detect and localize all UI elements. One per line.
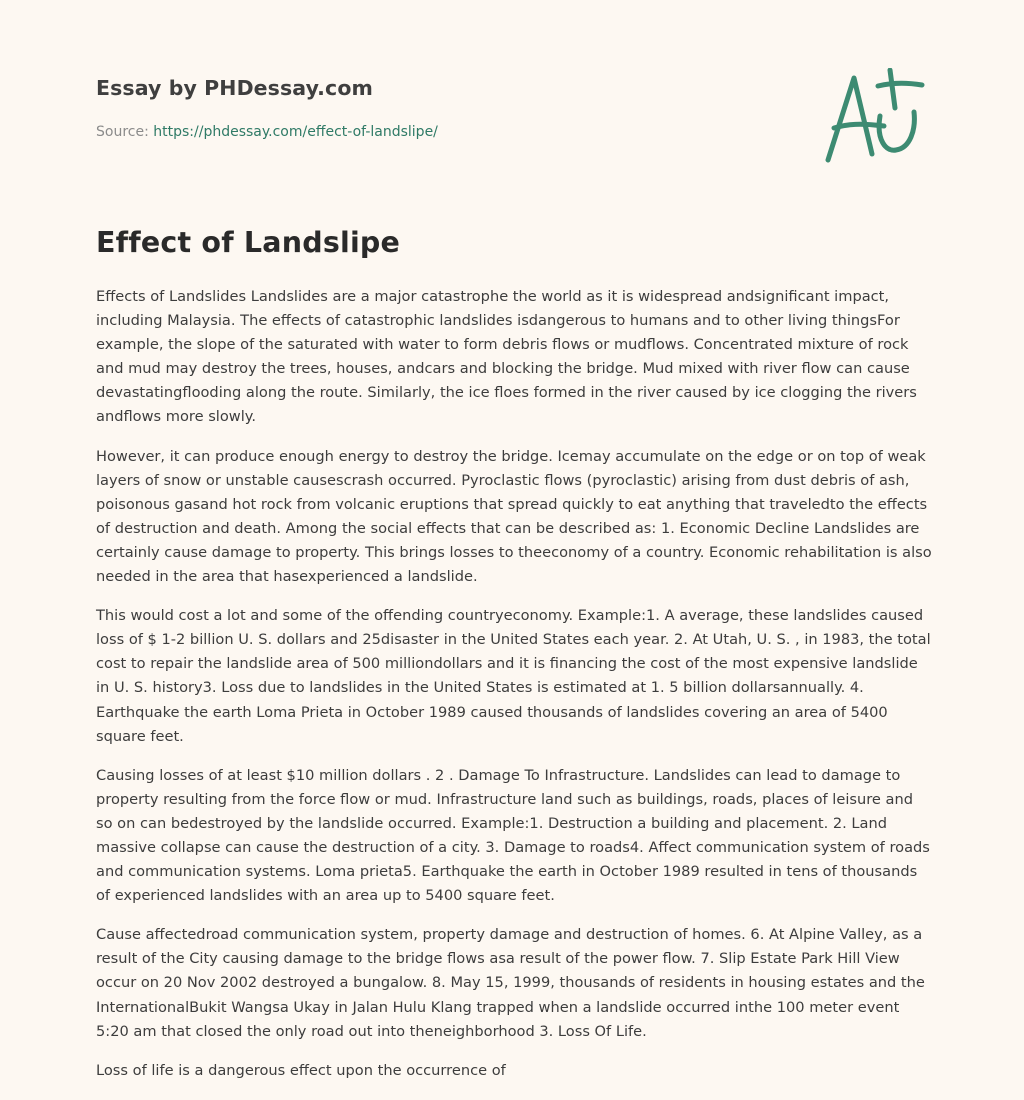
essay-paragraph: Causing losses of at least $10 million dollars . 2 . Damage To Infrastructure. Landslides can lead to damage to property resulting from the force flow or mud. Infrastructure land such as buildings, roads, places of leisure and so on can bedestroyed by the landslide occurred. Example:1. Destruction a building and placement. 2. Land massive collapse can cause the destruction of a city. 3. Damage to roads4. Affect communication system of roads and communication systems. Loma prieta5. Earthquake the earth in October 1989 resulted in tens of thousands of experienced landslides with an area up to 5400 square feet. [96, 766, 930, 905]
essay-paragraph: However, it can produce enough energy to destroy the bridge. Icemay accumulate on the edge or on top of weak layers of snow or unstable causescrash occurred. Pyroclastic flows (pyroclastic) arising from dust debris of ash, poisonous gasand hot rock from volcanic eruptions that spread quickly to eat anything that traveledto the effects of destruction and death. Among the social effects that can be described as: 1. Economic Decline Landslides are certainly cause damage to property. This brings losses to theeconomy of a country. Economic rehabilitation is also needed in the area that hasexperienced a landslide. [96, 447, 932, 586]
source-link[interactable]: https://phdessay.com/effect-of-landslipe/ [153, 124, 438, 140]
site-header [96, 76, 716, 140]
source-line [96, 124, 716, 140]
essay-body [96, 285, 932, 1098]
essay-paragraph: Cause affectedroad communication system, property damage and destruction of homes. 6. At Alpine Valley, as a result of the City causing damage to the bridge flows asa result of the power flow. 7. Slip Estate Park Hill View occur on 20 Nov 2002 destroyed a bungalow. 8. May 15, 1999, thousands of residents in housing estates and the InternationalBukit Wangsa Ukay in Jalan Hulu Klang trapped when a landslide occurred inthe 100 meter event 5:20 am that closed the only road out into theneighborhood 3. Loss Of Life. [96, 926, 925, 1040]
a-plus-logo-icon [824, 68, 928, 166]
site-title: Essay by PHDessay.com [96, 76, 373, 100]
essay-paragraph: This would cost a lot and some of the offending countryeconomy. Example:1. A average, these landslides caused loss of $ 1-2 billion U. S. dollars and 25disaster in the United States each year. 2. At Utah, U. S. , in 1983, the total cost to repair the landslide area of 500 milliondollars and it is financing the cost of the most expensive landslide in U. S. history3. Loss due to landslides in the United States is estimated at 1. 5 billion dollarsannually. 4. Earthquake the earth Loma Prieta in October 1989 caused thousands of landslides covering an area of 5400 square feet. [96, 607, 931, 745]
source-label: Source: [96, 124, 154, 140]
essay-paragraph: Loss of life is a dangerous effect upon the occurrence of [96, 1061, 506, 1079]
essay-paragraph: Effects of Landslides Landslides are a major catastrophe the world as it is widespread andsignificant impact, including Malaysia. The effects of catastrophic landslides isdangerous to humans and to other living thingsFor example, the slope of the saturated with water to form debris flows or mudflows. Concentrated mixture of rock and mud may destroy the trees, houses, andcars and blocking the bridge. Mud mixed with river flow can cause devastatingflooding along the route. Similarly, the ice floes formed in the river caused by ice clogging the rivers andflows more slowly. [96, 288, 917, 426]
essay-title: Effect of Landslipe [96, 226, 401, 259]
